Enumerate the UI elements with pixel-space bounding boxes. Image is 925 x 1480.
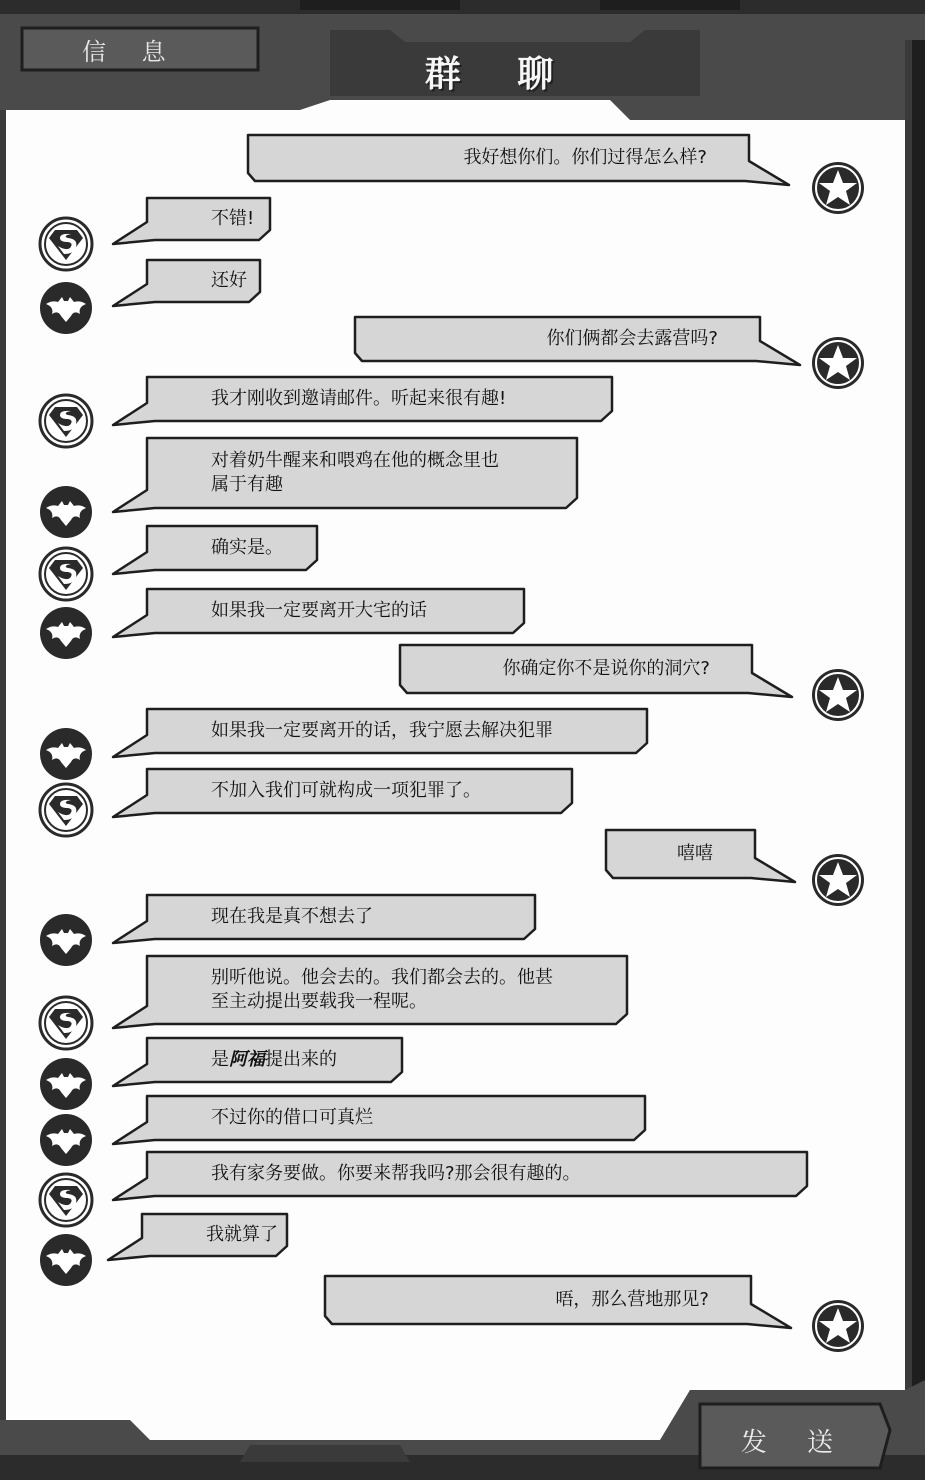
bat-emblem-icon: [38, 1112, 94, 1168]
message-text: [265, 133, 707, 183]
message-line: 现在我是真不想去了: [211, 906, 373, 927]
chat-bubble: [322, 1274, 759, 1326]
message-text: [372, 315, 718, 363]
message-text: [211, 954, 616, 1026]
message-text: [211, 196, 259, 242]
message-text: [211, 436, 566, 510]
chat-bubble: [145, 1150, 810, 1198]
chat-bubble: [603, 828, 763, 880]
message-text: [211, 1150, 796, 1198]
message-text: [623, 828, 713, 880]
chat-bubble: [145, 436, 580, 510]
star-badge-icon: [810, 852, 866, 908]
superman-shield-icon: [38, 995, 94, 1051]
message-line: 我才刚收到邀请邮件。听起来很有趣!: [211, 388, 507, 409]
emphasized-name: 阿福: [229, 1049, 265, 1070]
message-line: 是阿福提出来的: [211, 1049, 337, 1070]
bat-emblem-icon: [38, 484, 94, 540]
message-line: 我就算了: [206, 1224, 278, 1245]
star-badge-icon: [810, 1298, 866, 1354]
message-text: [211, 587, 513, 635]
superman-shield-icon: [38, 393, 94, 449]
message-line: 确实是。: [211, 537, 283, 558]
message-line: 至主动提出要载我一程呢。: [211, 991, 427, 1012]
message-text: [211, 893, 524, 941]
chat-bubble: [145, 1036, 405, 1084]
message-line: 我好想你们。你们过得怎么样?: [463, 147, 707, 168]
messages-tab[interactable]: 信 息: [82, 37, 180, 66]
superman-shield-icon: [38, 782, 94, 838]
chat-bubble: [397, 643, 760, 695]
bat-emblem-icon: [38, 726, 94, 782]
send-button[interactable]: 发 送: [740, 1427, 850, 1458]
message-text: [211, 524, 306, 572]
message-text: [342, 1274, 709, 1326]
chat-bubble: [245, 133, 757, 183]
message-text: [211, 707, 636, 755]
message-line: 我有家务要做。你要来帮我吗?那会很有趣的。: [211, 1163, 581, 1184]
message-line: 对着奶牛醒来和喂鸡在他的概念里也: [211, 450, 499, 471]
message-line: 不过你的借口可真烂: [211, 1107, 373, 1128]
chat-bubble: [145, 1094, 648, 1142]
chat-bubble: [145, 767, 575, 815]
message-line: 你确定你不是说你的洞穴?: [502, 658, 710, 679]
message-line: 如果我一定要离开的话，我宁愿去解决犯罪: [211, 720, 553, 741]
message-text: [211, 1036, 391, 1084]
message-line: 不错!: [211, 208, 255, 229]
superman-shield-icon: [38, 216, 94, 272]
message-text: [211, 767, 561, 815]
bat-emblem-icon: [38, 280, 94, 336]
bat-emblem-icon: [38, 1056, 94, 1112]
star-badge-icon: [810, 667, 866, 723]
page-title: 群 聊: [424, 54, 576, 95]
message-text: [211, 258, 249, 304]
chat-bubble: [145, 258, 263, 304]
chat-bubble: [145, 893, 538, 941]
chat-bubble: [145, 954, 630, 1026]
message-line: 嘻嘻: [677, 843, 713, 864]
chat-bubble: [145, 524, 320, 572]
message-line: 你们俩都会去露营吗?: [546, 328, 718, 349]
message-text: [206, 1212, 276, 1258]
message-text: [211, 1094, 634, 1142]
message-text: [211, 375, 601, 423]
message-line: 如果我一定要离开大宅的话: [211, 600, 427, 621]
message-line: 还好: [211, 270, 247, 291]
chat-bubble: [352, 315, 768, 363]
chat-bubble: [145, 707, 650, 755]
bat-emblem-icon: [38, 912, 94, 968]
chat-bubble: [145, 375, 615, 423]
message-line: 别听他说。他会去的。我们都会去的。他甚: [211, 967, 553, 988]
chat-bubble: [145, 196, 273, 242]
message-text: [417, 643, 710, 695]
star-badge-icon: [810, 160, 866, 216]
chat-bubble: [140, 1212, 290, 1258]
message-line: 属于有趣: [211, 474, 283, 495]
superman-shield-icon: [38, 1172, 94, 1228]
star-badge-icon: [810, 335, 866, 391]
bat-emblem-icon: [38, 1232, 94, 1288]
message-line: 唔，那么营地那见?: [555, 1289, 709, 1310]
chat-bubble: [145, 587, 527, 635]
message-line: 不加入我们可就构成一项犯罪了。: [211, 780, 481, 801]
superman-shield-icon: [38, 546, 94, 602]
bat-emblem-icon: [38, 605, 94, 661]
